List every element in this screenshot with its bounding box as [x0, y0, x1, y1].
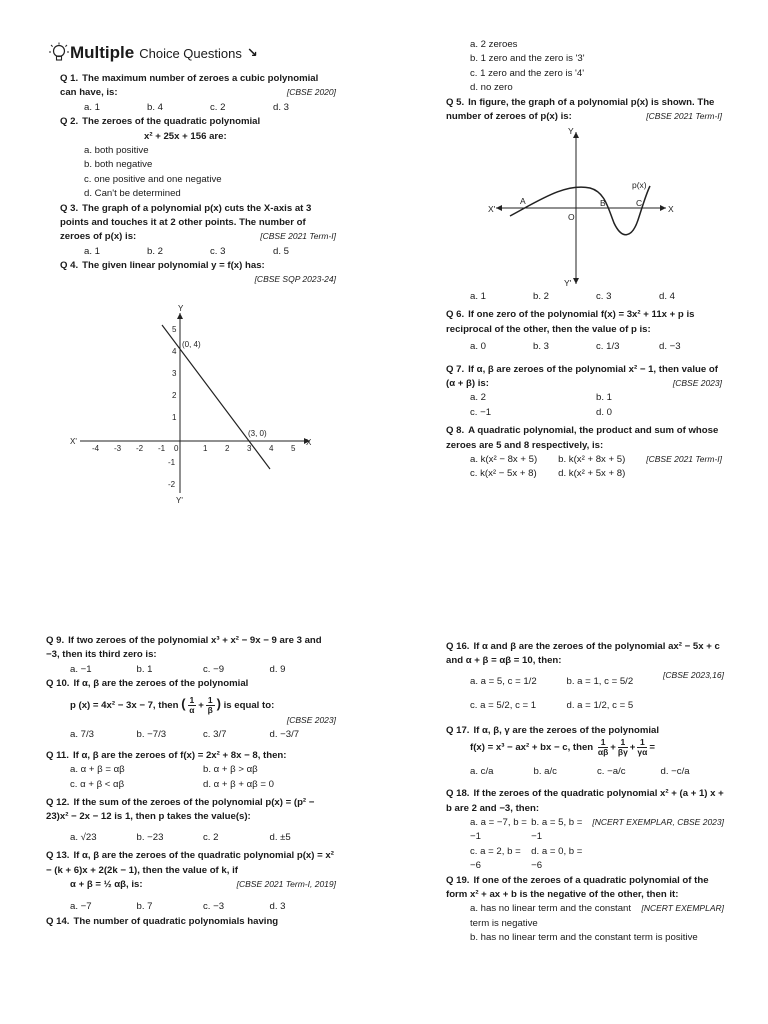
svg-text:2: 2: [172, 391, 177, 400]
svg-text:0: 0: [174, 444, 179, 453]
point-label-0-4: (0, 4): [182, 340, 201, 349]
svg-text:4: 4: [269, 444, 274, 453]
question-10: Q 10. If α, β are the zeroes of the polynomial p (x) = 4x² − 3x − 7, then ( $\frac{1}{\alpha}$ + $\frac{1}{\beta}$ ) is equal to: [CBSE 2023] a. 7/3 b. −7/3 c. 3/7 d. −3/7: [46, 678, 336, 741]
question-4-options: a. 2 zeroes b. 1 zero and the zero is '3' c. 1 zero and the zero is '4' d. no zero: [470, 39, 585, 94]
svg-text:3: 3: [172, 369, 177, 378]
svg-text:3: 3: [247, 444, 252, 453]
svg-text:-3: -3: [114, 444, 122, 453]
question-5-options: a. 1 b. 2 c. 3 d. 4: [470, 291, 676, 302]
question-2: Q 2. The zeroes of the quadratic polynomial x² + 25x + 156 are: a. both positive b. both negative c. one positive and one negative d. Can't be determined: [60, 116, 261, 200]
svg-text:-2: -2: [168, 480, 176, 489]
question-7: Q 7. If α, β are zeroes of the polynomial x² − 1, then value of (α + β) is: [CBSE 2023] a. 2 b. 1 c. −1 d. 0: [446, 363, 722, 418]
question-18: Q 18. If the zeroes of the quadratic polynomial x² + (a + 1) x + b are 2 and −3, then: [NCERT EXEMPLAR, CBSE 2023] a. a = −7, b = −1 b. a = 5, b = −1 c. a = 2, b = −6 d. a = 0, b = −6: [446, 788, 724, 872]
question-17: Q 17. If α, β, γ are the zeroes of the polynomial f(x) = x³ − ax² + bx − c, then $\frac{1}{\alpha\beta}$ + $\frac{1}{\beta\gamma}$ + $\frac{1}{\gamma\alpha}$ = a. c/a b. a/c c. −a/c d. −c/a: [446, 724, 690, 777]
svg-text:-2: -2: [136, 444, 144, 453]
svg-text:X': X': [488, 204, 496, 214]
header-title-bold: Multiple: [70, 43, 135, 62]
question-3: Q 3. The graph of a polynomial p(x) cuts the X-axis at 3 points and touches it at 2 other points. The number of zeroes of p(x) is: [CBSE 2021 Term-I] a. 1 b. 2 c. 3 d. 5: [60, 202, 336, 257]
x-neg-label: X': [70, 437, 77, 446]
right-column-top: [446, 38, 722, 124]
arrow-icon: ↘: [246, 45, 258, 60]
question-12: Q 12. If the sum of the zeroes of the polynomial p(x) = (p² − 23)x² − 2x − 12 is 1, then p takes the value(s): a. √23 b. −23 c. 2 d. ±5: [46, 797, 315, 843]
svg-text:1: 1: [203, 444, 208, 453]
svg-text:-1: -1: [168, 458, 176, 467]
question-13: Q 13. If α, β are the zeroes of the quadratic polynomial p(x) = x² − (k + 6)x + 2(2k − 1), then the value of k, if α + β = ½ αβ, is: [CBSE 2021 Term-I, 2019] a. −7 b. 7 c. −3 d. 3: [46, 850, 336, 913]
q4-linear-graph: [70, 305, 320, 505]
svg-text:2: 2: [225, 444, 230, 453]
polynomial-curve: [510, 186, 650, 235]
svg-text:B: B: [600, 198, 606, 208]
section-header: [48, 42, 258, 64]
svg-text:1: 1: [172, 413, 177, 422]
y-neg-label: Y': [176, 496, 183, 505]
question-16: Q 16. If α and β are the zeroes of the polynomial ax² − 5x + c and α + β = αβ = 10, then: [CBSE 2023,16] a. a = 5, c = 1/2 b. a = 1, c = 5/2 c. a = 5/2, c = 1 d. a = 1/2, c = 5: [446, 641, 724, 712]
header-title-light: Choice Questions: [139, 45, 242, 61]
svg-text:-1: -1: [158, 444, 166, 453]
svg-text:-4: -4: [92, 444, 100, 453]
left-column-bottom: [46, 634, 336, 929]
svg-text:Y': Y': [564, 278, 572, 288]
svg-text:5: 5: [172, 325, 177, 334]
question-1: Q 1. The maximum number of zeroes a cubic polynomial can have, is: [CBSE 2020] a. 1 b. 4 c. 2 d. 3: [60, 73, 336, 113]
svg-text:A: A: [520, 196, 526, 206]
x-label: X: [306, 438, 312, 447]
svg-text:p(x): p(x): [632, 180, 647, 190]
question-19: Q 19. If one of the zeroes of a quadratic polynomial of the form x² + ax + b is the negative of the other, then it: [NCERT EXEMPLAR] a. has no linear term and the constant term is negative b. has no linear term and the constant term is positive: [446, 874, 724, 944]
question-5: Q 5. In figure, the graph of a polynomial p(x) is shown. The number of zeroes of p(x) is: [CBSE 2021 Term-I]: [446, 96, 722, 122]
svg-text:O: O: [568, 212, 575, 222]
question-14: Q 14. The number of quadratic polynomials having: [46, 915, 279, 927]
svg-text:C: C: [636, 198, 643, 208]
question-4: Q 4. The given linear polynomial y = f(x) has: [CBSE SQP 2023-24]: [60, 260, 336, 285]
question-8: Q 8. A quadratic polynomial, the product and sum of whose zeroes are 5 and 8 respectively, is: [CBSE 2021 Term-I] a. k(x² − 8x + 5) b. k(x² + 8x + 5) c. k(x² − 5x + 8) d. k(x² + 5x + 8): [446, 425, 722, 480]
right-column-bottom: [446, 640, 724, 945]
question-11: Q 11. If α, β are the zeroes of f(x) = 2x² + 8x − 8, then: a. α + β = αβ b. α + β > αβ c. α + β < αβ d. α + β + αβ = 0: [46, 749, 287, 790]
svg-text:5: 5: [291, 444, 296, 453]
point-label-3-0: (3, 0): [248, 429, 267, 438]
svg-text:4: 4: [172, 347, 177, 356]
question-9: Q 9. If two zeroes of the polynomial x³ + x² − 9x − 9 are 3 and −3, then its third zero is: a. −1 b. 1 c. −9 d. 9: [46, 635, 322, 675]
lightbulb-icon: [48, 42, 70, 64]
right-column-mid: [446, 290, 722, 482]
left-column-top: [60, 72, 336, 286]
q5-polynomial-graph: [480, 128, 680, 288]
y-label: Y: [178, 305, 184, 313]
question-6: Q 6. If one zero of the polynomial f(x) = 3x² + 11x + p is reciprocal of the other, then the value of p is: a. 0 b. 3 c. 1/3 d. −3: [446, 309, 695, 353]
svg-text:X: X: [668, 204, 674, 214]
svg-text:Y: Y: [568, 128, 574, 136]
